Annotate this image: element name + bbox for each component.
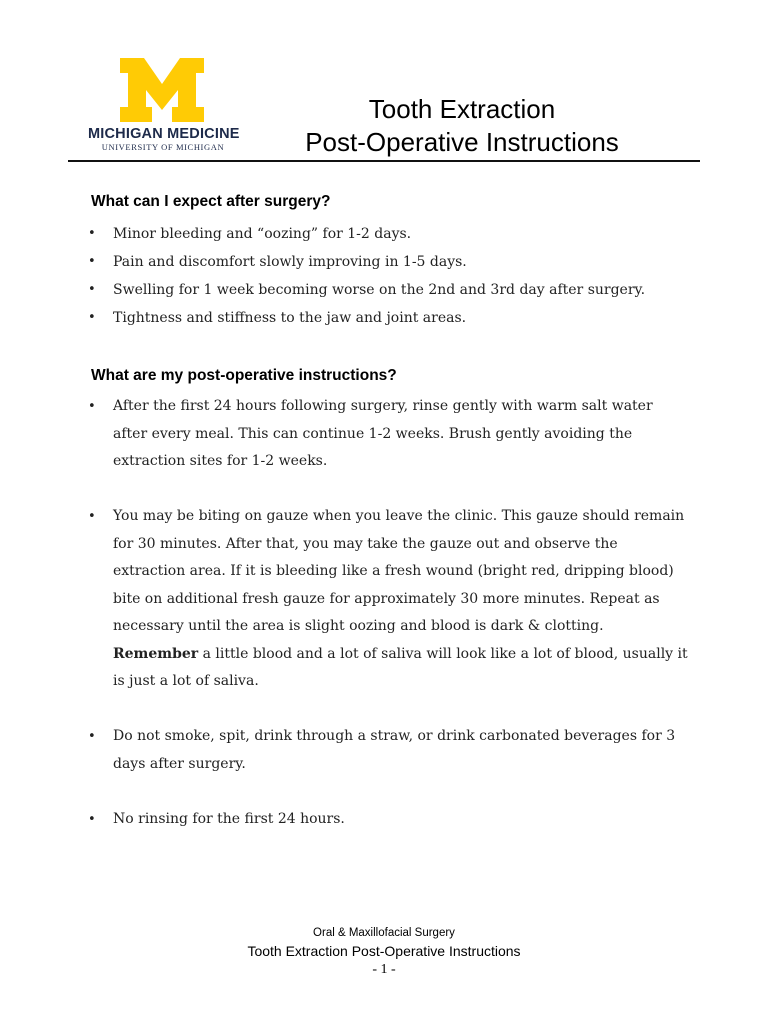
footer-department: Oral & Maxillofacial Surgery	[313, 927, 455, 939]
list-item-text: No rinsing for the first 24 hours.	[113, 810, 345, 827]
list-item	[88, 393, 688, 476]
list-item	[88, 248, 688, 276]
header-divider	[68, 160, 700, 162]
logo-subtitle: UNIVERSITY OF MICHIGAN	[101, 142, 225, 152]
block-m-icon	[120, 58, 204, 122]
bullet-icon: •	[88, 310, 96, 325]
list-item	[88, 503, 688, 696]
list-item-text: Tightness and stiffness to the jaw and joint areas.	[113, 310, 467, 326]
footer-document-title: Tooth Extraction Post-Operative Instructions	[247, 943, 521, 959]
section-heading-expect: What can I expect after surgery?	[91, 193, 331, 210]
remember-emphasis: Remember	[113, 645, 199, 662]
list-item-text: Minor bleeding and “oozing” for 1-2 days.	[113, 226, 412, 242]
michigan-block-m-logo	[120, 58, 204, 122]
section-heading-instructions: What are my post-operative instructions?	[91, 367, 397, 384]
logo-text	[88, 126, 238, 152]
list-item-text: You may be biting on gauze when you leave the clinic. This gauze should remain for 30 minutes. After that, you may take the gauze out and observe the extraction area. If it is bleeding like a fresh wound (bright red, dripping blood) bite on additional fresh gauze for approximately 30 more minutes. Repeat as necessary until the area is slight oozing and blood is dark & clotting.	[113, 508, 685, 634]
footer-page-number: - 1 -	[372, 962, 396, 977]
expect-list	[88, 220, 688, 332]
bullet-icon: •	[88, 282, 96, 297]
list-item	[88, 276, 688, 304]
list-item-text: Do not smoke, spit, drink through a straw, or drink carbonated beverages for 3 days after surgery.	[113, 728, 676, 772]
instructions-list	[88, 393, 688, 861]
bullet-icon: •	[88, 509, 96, 524]
list-item-text: Pain and discomfort slowly improving in 1-5 days.	[113, 254, 467, 270]
list-item	[88, 304, 688, 332]
list-item	[88, 806, 688, 834]
page-title-line2: Post-Operative Instructions	[305, 127, 619, 157]
list-item-text: Swelling for 1 week becoming worse on the 2nd and 3rd day after surgery.	[113, 282, 646, 298]
bullet-icon: •	[88, 254, 96, 269]
list-item	[88, 723, 688, 778]
bullet-icon: •	[88, 226, 96, 241]
list-item-text: After the first 24 hours following surgery, rinse gently with warm salt water after every meal. This can continue 1-2 weeks. Brush gently avoiding the extraction sites for 1-2 weeks.	[113, 398, 653, 469]
logo-name: MICHIGAN MEDICINE	[88, 126, 240, 142]
list-item-text-continued: a little blood and a lot of saliva will look like a lot of blood, usually it is just a lot of saliva.	[113, 645, 688, 689]
bullet-icon: •	[88, 811, 96, 827]
page-title-line1: Tooth Extraction	[368, 94, 556, 124]
bullet-icon: •	[88, 729, 96, 744]
list-item	[88, 220, 688, 248]
bullet-icon: •	[88, 399, 96, 414]
